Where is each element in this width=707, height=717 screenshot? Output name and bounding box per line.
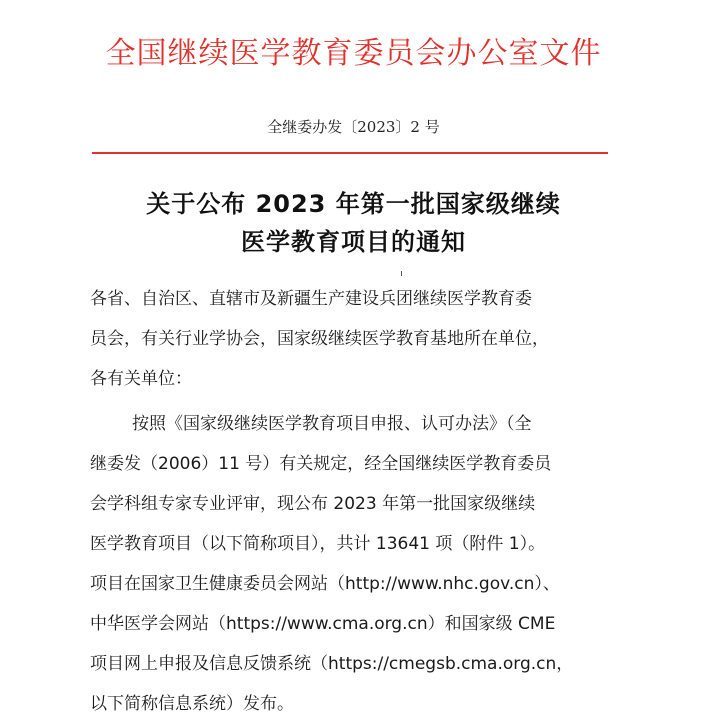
paragraph-line: 项目网上申报及信息反馈系统（https://cmegsb.cma.org.cn， bbox=[90, 654, 574, 674]
paragraph-line: 继委发（2006）11 号）有关规定，经全国继续医学教育委员 bbox=[90, 454, 552, 474]
paragraph-line: 按照《国家级继续医学教育项目申报、认可办法》（全 bbox=[132, 414, 532, 434]
scan-mark bbox=[401, 271, 402, 276]
notice-title-line-1: 关于公布 2023 年第一批国家级继续 bbox=[146, 190, 561, 218]
addressee-line: 员会，有关行业学协会，国家级继续医学教育基地所在单位， bbox=[90, 329, 549, 349]
paragraph-line: 会学科组专家专业评审，现公布 2023 年第一批国家级继续 bbox=[90, 494, 536, 514]
issuing-office-header: 全国继续医学教育委员会办公室文件 bbox=[105, 36, 602, 71]
paragraph-line: 项目在国家卫生健康委员会网站（http://www.nhc.gov.cn）、 bbox=[90, 574, 560, 594]
paragraph-line: 以下简称信息系统）发布。 bbox=[90, 694, 294, 714]
addressee-line: 各有关单位： bbox=[90, 369, 192, 389]
red-divider-line bbox=[92, 152, 608, 154]
paragraph-line: 医学教育项目（以下简称项目），共计 13641 项（附件 1）。 bbox=[90, 534, 546, 554]
notice-title-line-2: 医学教育项目的通知 bbox=[241, 228, 466, 256]
paragraph-line: 中华医学会网站（https://www.cma.org.cn）和国家级 CME bbox=[90, 614, 556, 634]
document-number: 全继委办发〔2023〕2 号 bbox=[267, 118, 440, 136]
addressee-line: 各省、自治区、直辖市及新疆生产建设兵团继续医学教育委 bbox=[90, 289, 532, 309]
